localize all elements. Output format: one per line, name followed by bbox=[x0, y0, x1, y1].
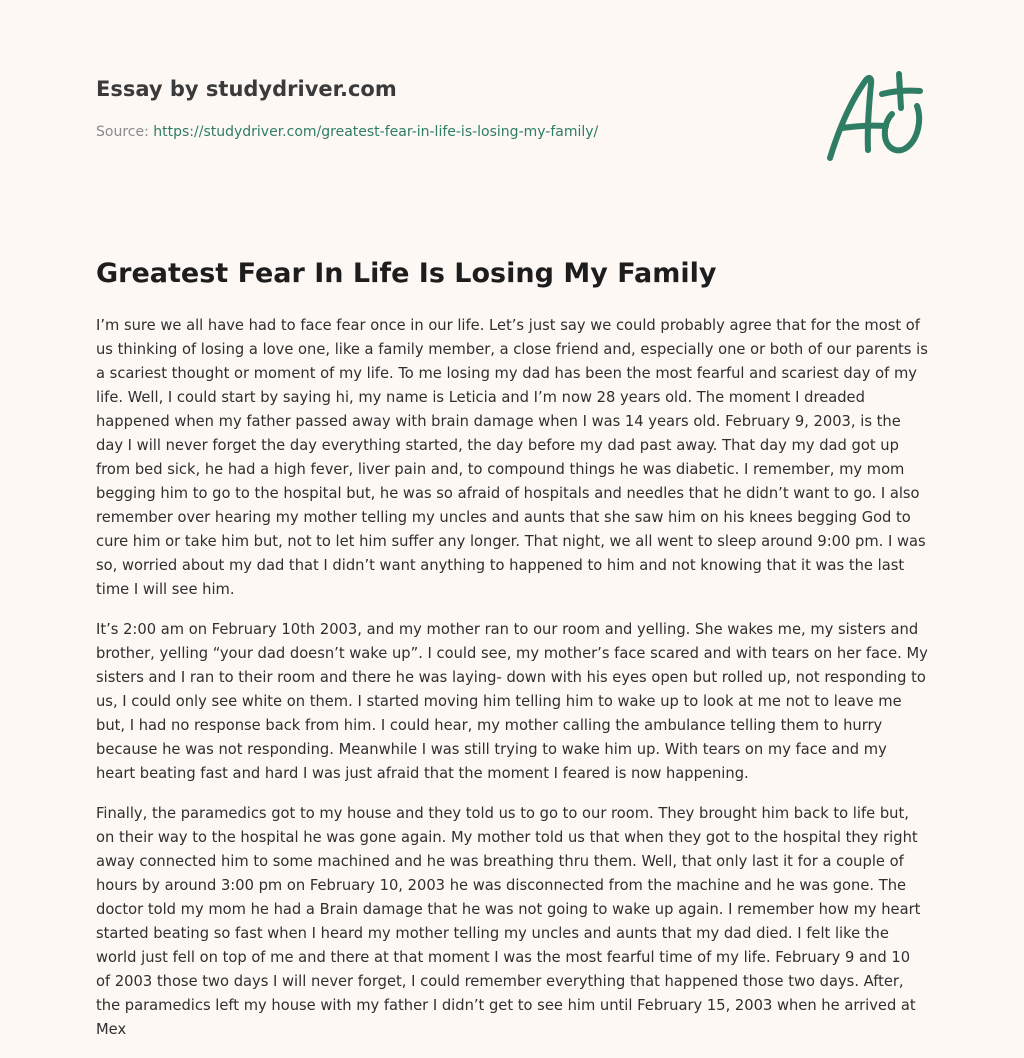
essay-paragraph: I’m sure we all have had to face fear once in our life. Let’s just say we could probably agree that for the most of us thinking of losing a love one, like a family member, a close friend and, especially one or both of our parents is a scariest thought or moment of my life. To me losing my dad has been the most fearful and scariest day of my life. Well, I could start by saying hi, my name is Leticia and I’m now 28 years old. The moment I dreaded happened when my father passed away with brain damage when I was 14 years old. February 9, 2003, is the day I will never forget the day everything started, the day before my dad past away. That day my dad got up from bed sick, he had a high fever, liver pain and, to compound things he was diabetic. I remember, my mom begging him to go to the hospital but, he was so afraid of hospitals and needles that he didn’t want to go. I also remember over hearing my mother telling my uncles and aunts that she saw him on his knees begging God to cure him or take him but, not to let him suffer any longer. That night, we all went to sleep around 9:00 pm. I was so, worried about my dad that I didn’t want anything to happened to him and not knowing that it was the last time I will see him. bbox=[96, 317, 928, 598]
essay-header bbox=[96, 72, 796, 142]
a-plus-logo-icon bbox=[822, 68, 928, 164]
source-line bbox=[96, 122, 796, 142]
source-label: Source: bbox=[96, 124, 149, 140]
essay-paragraph: It’s 2:00 am on February 10th 2003, and my mother ran to our room and yelling. She wakes me, my sisters and brother, yelling “your dad doesn’t wake up”. I could see, my mother’s face scared and with tears on her face. My sisters and I ran to their room and there he was laying- down with his eyes open but rolled up, not responding to us, I could only see white on them. I started moving him telling him to wake up to look at me not to leave me but, I had no response back from him. I could hear, my mother calling the ambulance telling them to hurry because he was not responding. Meanwhile I was still trying to wake him up. With tears on my face and my heart beating fast and hard I was just afraid that the moment I feared is now happening. bbox=[96, 621, 928, 782]
source-link[interactable]: https://studydriver.com/greatest-fear-in-life-is-losing-my-family/ bbox=[153, 124, 599, 140]
essay-title: Greatest Fear In Life Is Losing My Family bbox=[96, 258, 717, 289]
essay-paragraph: Finally, the paramedics got to my house and they told us to go to our room. They brought him back to life but, on their way to the hospital he was gone again. My mother told us that when they got to the hospital they right away connected him to some machined and he was breathing thru them. Well, that only last it for a couple of hours by around 3:00 pm on February 10, 2003 he was disconnected from the machine and he was gone. The doctor told my mom he had a Brain damage that he was not going to wake up again. I remember how my heart started beating so fast when I heard my mother telling my uncles and aunts that my dad died. I felt like the world just fell on top of me and there at that moment I was the most fearful time of my life. February 9 and 10 of 2003 those two days I will never forget, I could remember everything that happened those two days. After, the paramedics left my house with my father I didn’t get to see him until February 15, 2003 when he arrived at Mex bbox=[96, 805, 921, 1038]
site-title: Essay by studydriver.com bbox=[96, 77, 397, 101]
essay-body bbox=[96, 314, 928, 1058]
